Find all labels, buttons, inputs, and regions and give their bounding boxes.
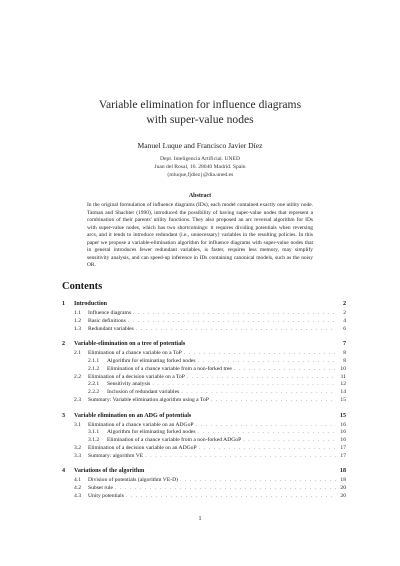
toc-entry-title: Basic definitions bbox=[88, 317, 126, 324]
toc-entry-page: 2 bbox=[343, 310, 346, 316]
toc-entry-title: Unity potentials bbox=[88, 492, 124, 499]
abstract-heading: Abstract bbox=[188, 193, 212, 199]
toc-entry-number: 3 bbox=[62, 412, 66, 419]
title-line-1: Variable elimination for influence diagrams bbox=[98, 98, 302, 111]
affiliation-address: Juan del Rosal, 16. 28040 Madrid. Spain bbox=[154, 164, 246, 170]
toc-entry-number: 3.1.1 bbox=[88, 429, 100, 436]
toc-entry-number: 1 bbox=[62, 301, 66, 307]
toc-entry-title: Subset rule bbox=[88, 485, 114, 491]
toc-entry-title: Influence diagrams bbox=[88, 310, 132, 316]
toc-entry-number: 1.1 bbox=[74, 310, 81, 316]
toc-entry-number: 1.2 bbox=[74, 317, 81, 324]
toc-entry-number: 2.1 bbox=[74, 350, 81, 357]
toc-entry-number: 2 bbox=[62, 341, 66, 348]
toc-entry[interactable] bbox=[62, 325, 346, 333]
page-number: 1 bbox=[198, 516, 202, 522]
authors: Manuel Luque and Francisco Javier Díez bbox=[137, 141, 263, 150]
toc-entry-title: Sensitivity analysis bbox=[107, 381, 151, 388]
toc-entry-page: 6 bbox=[343, 325, 346, 332]
toc-entry-title: Elimination of a chance variable from a non-forked tree bbox=[107, 365, 232, 372]
toc-entry-title: Elimination of a chance variable on a ToP bbox=[88, 350, 182, 357]
toc-entry-number: 4 bbox=[62, 468, 66, 475]
toc-entry-page: 8 bbox=[343, 358, 346, 364]
toc-entry-number: 4.2 bbox=[74, 485, 81, 491]
toc-entry-title: Algorithm for eliminating forked nodes bbox=[107, 358, 196, 364]
toc-leader-dots bbox=[126, 492, 336, 500]
toc-entry-page: 18 bbox=[339, 468, 346, 475]
toc-entry-number: 2.2.2 bbox=[88, 389, 100, 395]
toc-leader-dots bbox=[145, 452, 336, 460]
toc-entry[interactable] bbox=[62, 300, 346, 308]
toc-entry-title: Elimination of a chance variable from a non-forked ADGoP bbox=[107, 437, 242, 443]
toc-entry-title: Summary: Variable elimination algorithm using a ToP bbox=[88, 396, 209, 403]
toc-entry-title: Elimination of a decision variable on an ADGoP bbox=[88, 444, 197, 451]
toc-entry-title: Division of potentials (algorithm VE-D) bbox=[88, 477, 179, 484]
toc-entry-title: Elimination of a decision variable on a ToP bbox=[88, 373, 185, 380]
toc-entry-page: 16 bbox=[340, 429, 346, 436]
toc-entry-page: 14 bbox=[340, 389, 346, 395]
toc-entry-number: 3.3 bbox=[74, 452, 81, 459]
toc-entry-title: Variations of the algorithm bbox=[74, 468, 145, 475]
toc-entry-page: 16 bbox=[340, 437, 346, 443]
toc-entry-title: Introduction bbox=[74, 301, 108, 307]
toc-entry-page: 10 bbox=[340, 365, 346, 372]
toc-entry-page: 12 bbox=[340, 381, 346, 388]
toc-entry-page: 17 bbox=[340, 444, 346, 451]
toc-entry-title: Elimination of a chance variable on an ADGoP bbox=[88, 421, 194, 428]
toc-entry-title: Algorithm for eliminating forked nodes bbox=[107, 429, 196, 436]
toc-entry-page: 2 bbox=[342, 301, 346, 307]
toc-entry-page: 15 bbox=[340, 396, 346, 403]
toc-entry-number: 2.3 bbox=[74, 396, 81, 403]
title-line-2: with super-value nodes bbox=[146, 113, 254, 126]
affiliation-email: {mluque,fjdiez}@dia.uned.es bbox=[166, 172, 234, 178]
toc-entry-number: 3.2 bbox=[74, 444, 81, 451]
toc-entry[interactable] bbox=[62, 452, 346, 460]
toc-entry-title: Inclusion of redundant variables bbox=[107, 389, 180, 395]
toc-entry[interactable] bbox=[62, 467, 346, 475]
contents-heading: Contents bbox=[62, 281, 103, 292]
toc-entry-title: Summary: algorithm VE bbox=[88, 452, 144, 459]
toc-entry-number: 1.3 bbox=[74, 325, 81, 332]
toc-entry-page: 15 bbox=[339, 412, 346, 419]
toc-entry-title: Variable elimination on an ADG of potentials bbox=[74, 412, 192, 419]
toc-entry-page: 17 bbox=[340, 452, 346, 459]
toc-entry-page: 16 bbox=[340, 421, 346, 428]
toc-leader-dots bbox=[211, 396, 336, 404]
paper-title bbox=[0, 97, 400, 127]
toc-entry-number: 4.3 bbox=[74, 492, 81, 499]
toc-entry-page: 4 bbox=[343, 317, 346, 324]
toc-entry[interactable] bbox=[62, 412, 346, 420]
abstract-text: In the original formulation of influence diagrams (IDs), each model contained exactly one utility node. Tatman and Shachter (1990), introduced the possibility of having super-value nodes that represent a combination of their parents' utility functions. They also proposed an arc reversal algorithm for IDs with super-value nodes, which has two shortcomings: it requires dividing potentials when reversing arcs, and it tends to introduce redundant (i.e., unnecessary) variables in the resulting policies. In this paper we propose a variable-elimination algorithm for influence diagrams with super-value nodes that in general introduces fewer redundant variables, is faster, requires less memory, may simplify sensitivity analysis, and can speed-up inference in IDs containing canonical models, such as the noisy OR. bbox=[87, 202, 313, 268]
affiliation-dept: Dept. Inteligencia Artificial. UNED bbox=[160, 156, 240, 162]
toc-entry-number: 3.1 bbox=[74, 421, 81, 428]
toc-entry-page: 8 bbox=[343, 350, 346, 357]
toc-entry[interactable] bbox=[62, 340, 346, 348]
toc-entry-page: 11 bbox=[340, 373, 346, 380]
toc-entry-number: 2.2.1 bbox=[88, 381, 100, 388]
toc-entry-page: 18 bbox=[340, 477, 346, 484]
toc-entry[interactable] bbox=[62, 492, 346, 500]
toc-leader-dots bbox=[136, 325, 336, 333]
toc-entry-page: 20 bbox=[340, 492, 346, 499]
toc-entry[interactable] bbox=[62, 396, 346, 404]
toc-entry-number: 4.1 bbox=[74, 477, 81, 484]
toc-entry-page: 7 bbox=[342, 341, 346, 348]
toc-entry-number: 3.1.2 bbox=[88, 437, 100, 443]
toc-entry-number: 2.1.1 bbox=[88, 358, 100, 364]
toc-entry-title: Redundant variables bbox=[88, 325, 134, 332]
toc-entry-page: 20 bbox=[340, 485, 346, 491]
toc-entry-number: 2.2 bbox=[74, 373, 81, 380]
toc-entry-number: 2.1.2 bbox=[88, 365, 100, 372]
toc-entry-title: Variable-elimination on a tree of potentials bbox=[74, 341, 186, 348]
